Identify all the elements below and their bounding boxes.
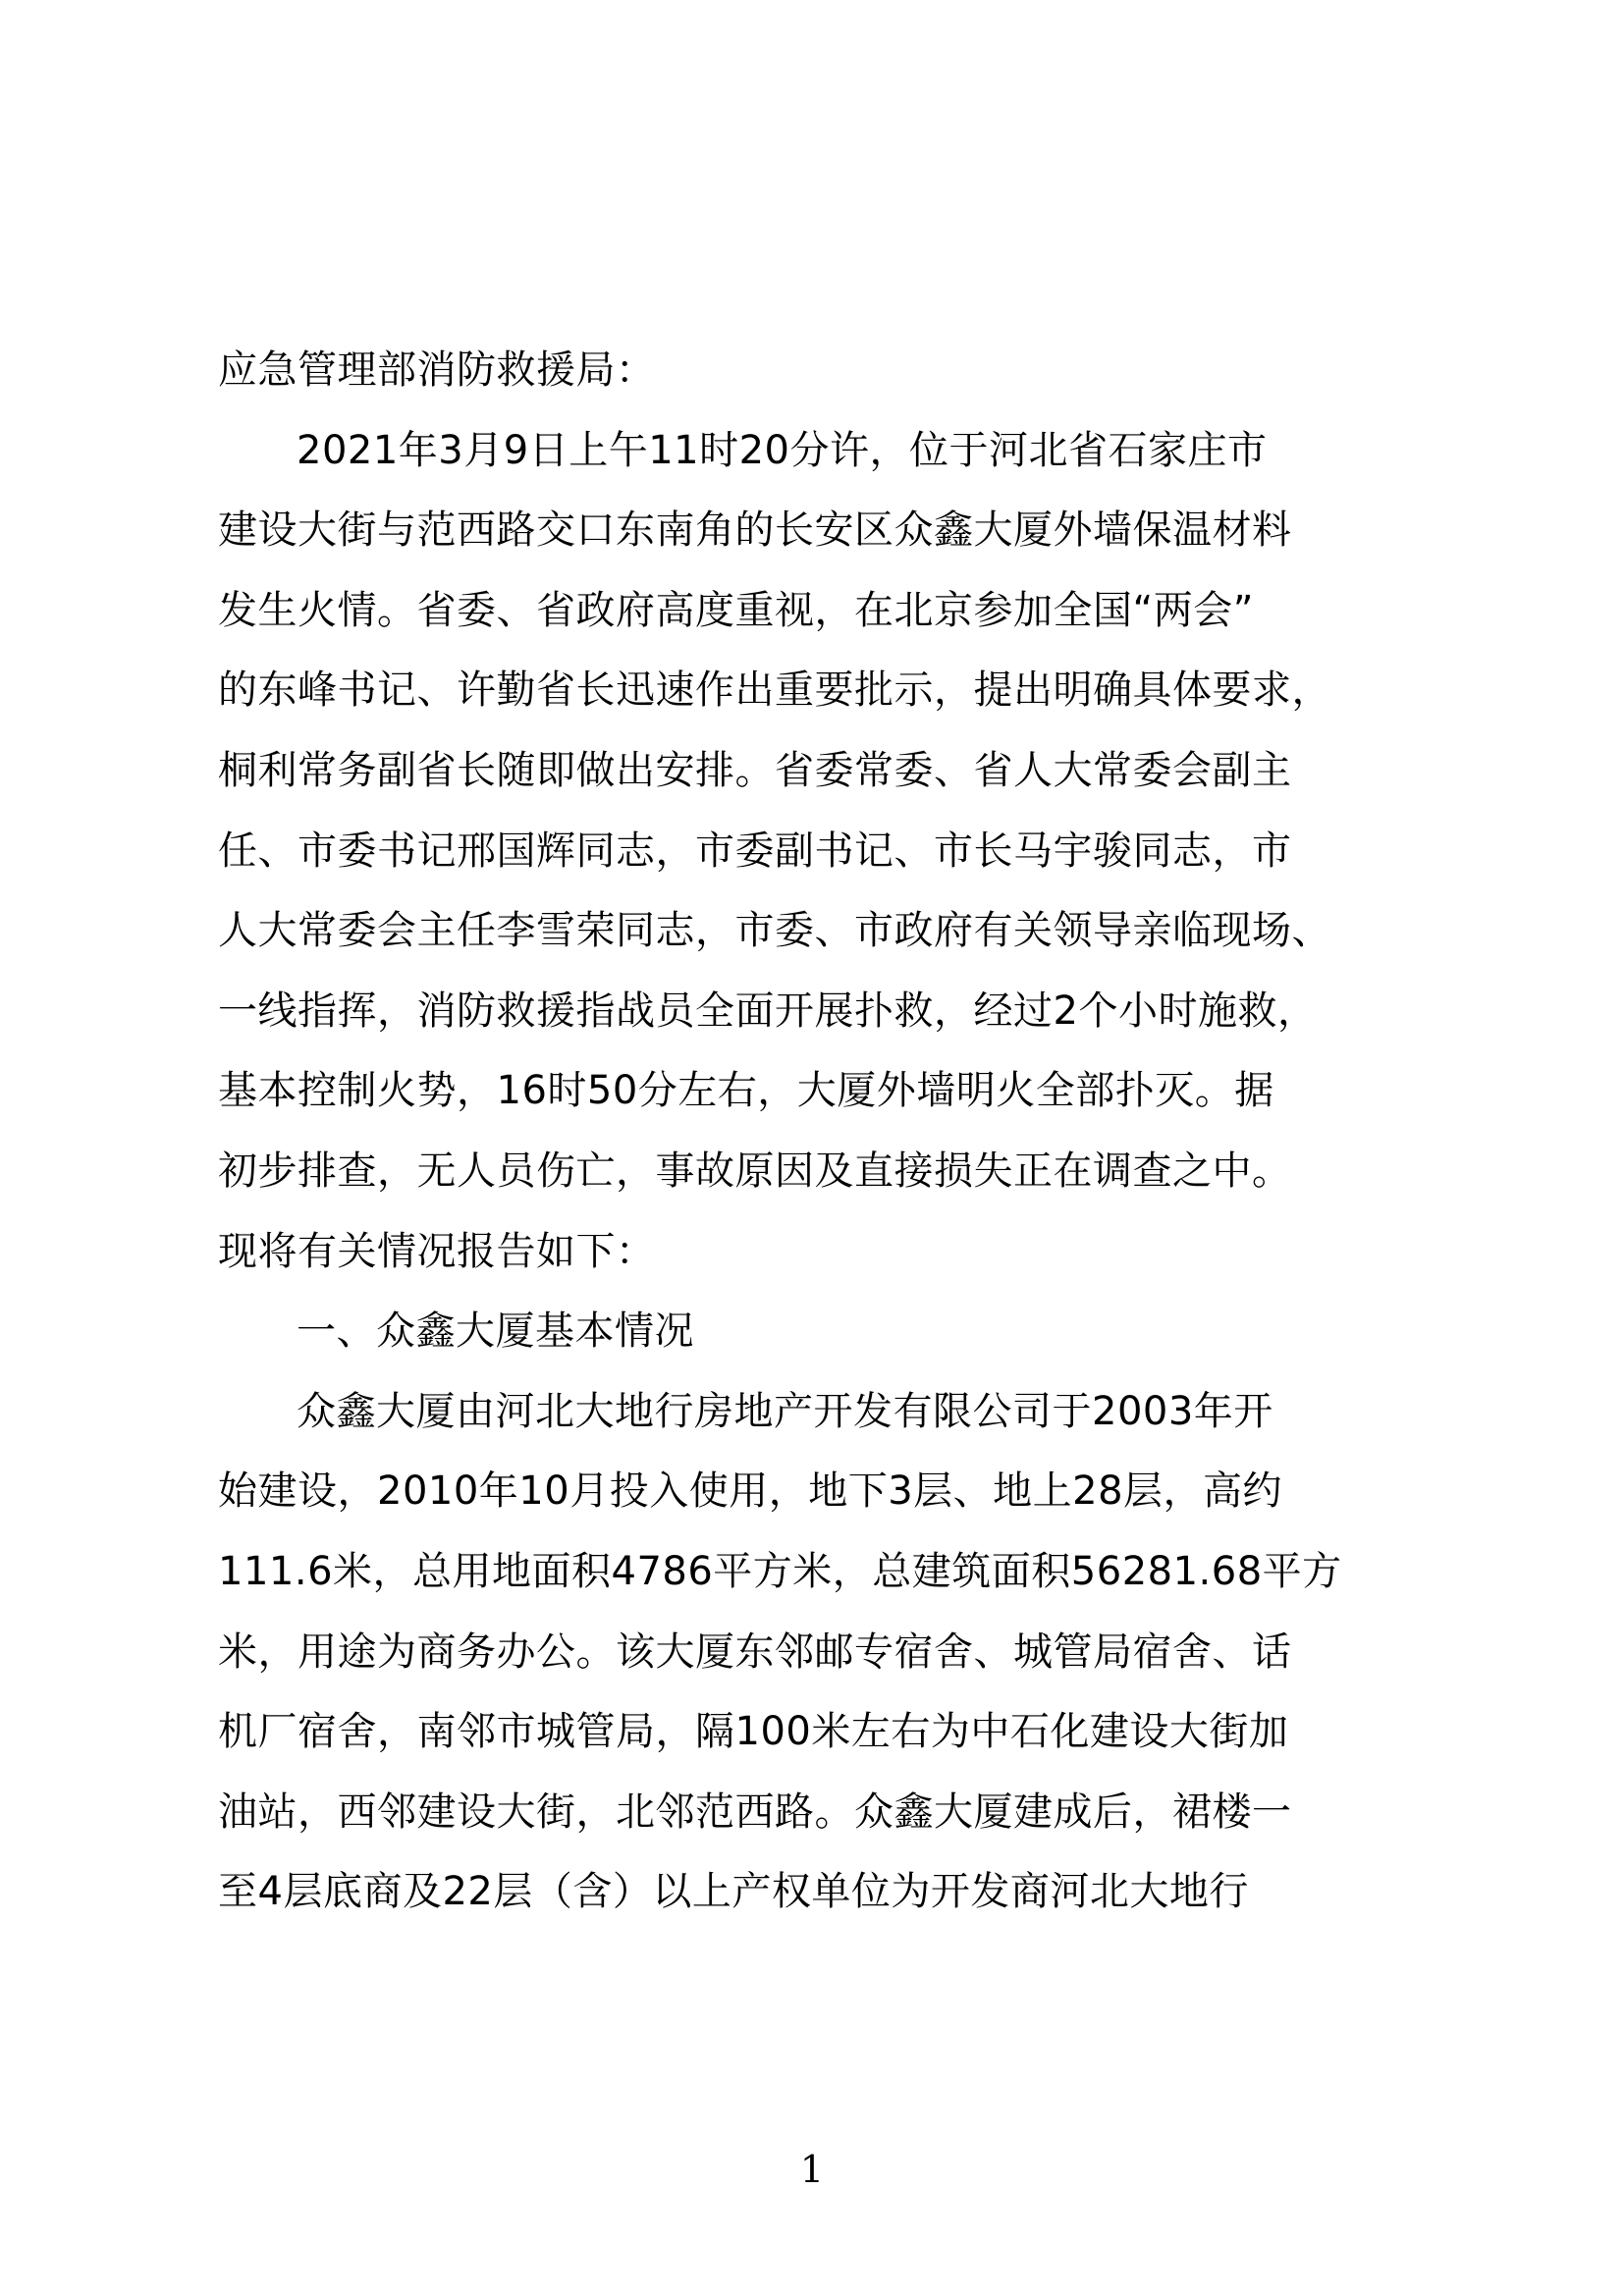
- paragraph-line: 人大常委会主任李雪荣同志，市委、市政府有关领导亲临现场、: [218, 908, 1331, 954]
- paragraph-line: 2021年3月9日上午11时20分许，位于河北省石家庄市: [297, 427, 1268, 473]
- paragraph-line: 至4层底商及22层（含）以上产权单位为开发商河北大地行: [218, 1869, 1249, 1915]
- paragraph-line: 111.6米，总用地面积4786平方米，总建筑面积56281.68平方: [218, 1548, 1342, 1594]
- page-number: 1: [799, 2148, 825, 2191]
- paragraph-line: 油站，西邻建设大街，北邻范西路。众鑫大厦建成后，裙楼一: [218, 1789, 1292, 1835]
- paragraph-line: 建设大街与范西路交口东南角的长安区众鑫大厦外墙保温材料: [218, 507, 1292, 554]
- paragraph-line: 机厂宿舍，南邻市城管局，隔100米左右为中石化建设大街加: [218, 1709, 1289, 1755]
- paragraph-line: 米，用途为商务办公。该大厦东邻邮专宿舍、城管局宿舍、话: [218, 1629, 1292, 1675]
- document-body: [218, 331, 1421, 1933]
- paragraph-line: 初步排查，无人员伤亡，事故原因及直接损失正在调查之中。: [218, 1148, 1292, 1194]
- addressee: 应急管理部消防救援局：: [218, 347, 656, 393]
- paragraph-line: 一线指挥，消防救援指战员全面开展扑救，经过2个小时施救，: [218, 988, 1318, 1034]
- paragraph-line: 桐利常务副省长随即做出安排。省委常委、省人大常委会副主: [218, 747, 1292, 793]
- paragraph-line: 众鑫大厦由河北大地行房地产开发有限公司于2003年开: [297, 1388, 1273, 1434]
- paragraph-line: 发生火情。省委、省政府高度重视，在北京参加全国“两会”: [218, 587, 1254, 633]
- paragraph-line: 始建设，2010年10月投入使用，地下3层、地上28层，高约: [218, 1468, 1283, 1515]
- paragraph-line: 基本控制火势，16时50分左右，大厦外墙明火全部扑灭。据: [218, 1068, 1274, 1114]
- section-heading: 一、众鑫大厦基本情况: [297, 1308, 694, 1355]
- paragraph-line: 现将有关情况报告如下：: [218, 1228, 656, 1274]
- paragraph-line: 任、市委书记邢国辉同志，市委副书记、市长马宇骏同志，市: [218, 828, 1292, 874]
- paragraph-line: 的东峰书记、许勤省长迅速作出重要批示，提出明确具体要求，: [218, 667, 1331, 714]
